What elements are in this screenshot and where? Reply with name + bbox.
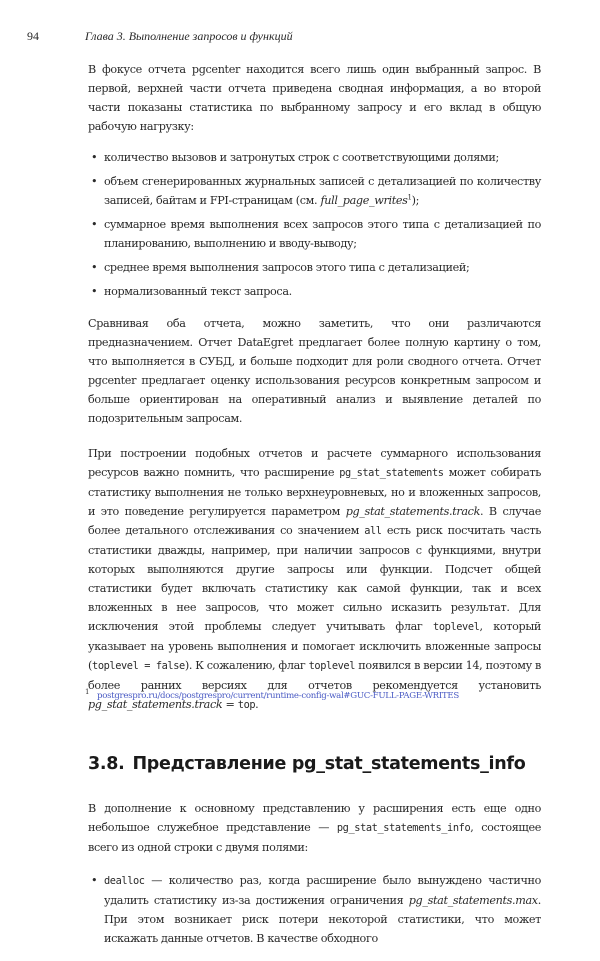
code-top: top bbox=[237, 699, 256, 711]
list-item: • нормализованный текст запроса. bbox=[88, 282, 541, 301]
code-pg-stat-statements-info: pg_stat_statements_info bbox=[336, 822, 471, 834]
page-body bbox=[88, 60, 541, 961]
running-head: Глава 3. Выполнение запросов и функций bbox=[85, 29, 293, 43]
section-intro-paragraph: В дополнение к основному представлению у расширения есть еще одно небольшое служебное представление — pg_stat_statements_info, состоящее всего из одной строки с двумя полями: bbox=[88, 802, 542, 854]
bullet-icon: • bbox=[91, 261, 98, 274]
bullet-icon: • bbox=[91, 874, 98, 887]
page-number: 94 bbox=[27, 29, 39, 43]
bullet-icon: • bbox=[91, 175, 98, 188]
footnote bbox=[85, 688, 459, 701]
footnote-mark: 1 bbox=[85, 688, 90, 696]
param-track: pg_stat_statements.track bbox=[345, 505, 481, 518]
code-toplevel: toplevel bbox=[308, 660, 356, 672]
tracking-paragraph: При построении подобных отчетов и расчете суммарного использования ресурсов важно помнить, что расширение pg_stat_statements может собирать статистику выполнения не только верхнеуровневых, но и вложенных запросов, и это поведение регулируется параметром pg_stat_statements.track. В случае более детального отслеживания со значением all есть риск посчитать часть статистики дважды, например, при наличии запросов с функциями, внутри которых выполняются другие запросы или функции. Подсчет общей статистики будет включать статистику как самой функции, так и всех вложенных в нее запросов, что может сильно исказить результат. Для исключения этой проблемы следует учитывать флаг toplevel, который указывает на уровень выполнения и помогает исключить вложенные запросы (toplevel = false). К сожалению, флаг toplevel появился в версии 14, поэтому в более ранних версиях для отчетов рекомендуется установить pg_stat_statements.track = top. bbox=[88, 447, 541, 711]
list-item: • количество вызовов и затронутых строк с соответствующими долями; bbox=[88, 148, 541, 167]
param-max: pg_stat_statements.max bbox=[408, 894, 538, 907]
list-item: • dealloc — количество раз, когда расширение было вынуждено частично удалить статистику из-за достижения ограничения pg_stat_statements.max. При этом возникает риск потери некоторой статистики, что может искажать данные отчетов. В качестве обходного bbox=[88, 871, 541, 948]
list-item: • суммарное время выполнения всех запросов этого типа с детализацией по планированию, выполнению и вводу-выводу; bbox=[88, 215, 541, 253]
code-dealloc: dealloc bbox=[104, 875, 145, 887]
section-number: 3.8. bbox=[88, 754, 125, 774]
section-title: Представление pg_stat_statements_info bbox=[132, 754, 526, 774]
bullet-icon: • bbox=[91, 218, 98, 231]
list-item: • объем сгенерированных журнальных записей с детализацией по количеству записей, байтам и FPI-страницам (см. full_page_writes$^1$); bbox=[88, 172, 541, 210]
param-track: pg_stat_statements.track bbox=[88, 698, 223, 711]
code-toplevel-false: toplevel = false bbox=[92, 660, 185, 672]
code-all: all bbox=[364, 525, 382, 537]
bullet-icon: • bbox=[91, 151, 98, 164]
code-toplevel: toplevel bbox=[433, 621, 480, 633]
section-heading bbox=[88, 753, 541, 775]
list-item: • среднее время выполнения запросов этого типа с детализацией; bbox=[88, 258, 541, 277]
param-full-page-writes: full_page_writes bbox=[320, 194, 408, 207]
comparison-paragraph: Сравнивая оба отчета, можно заметить, что они различаются предназначением. Отчет DataEgret предлагает более полную картину о том, что выполняется в СУБД, и больше подходит для роли сводного отчета. Отчет pgcenter предлагает оценку использования ресурсов конкретным запросом и больше ориентирован на оперативный анализ и выявление деталей по подозрительным запросам. bbox=[88, 317, 541, 425]
footnote-ref[interactable]: 1 bbox=[407, 193, 412, 202]
code-pg-stat-statements: pg_stat_statements bbox=[339, 467, 444, 479]
bullet-icon: • bbox=[91, 285, 98, 298]
report-contents-list bbox=[88, 148, 541, 301]
intro-paragraph: В фокусе отчета pgcenter находится всего лишь один выбранный запрос. В первой, верхней части отчета приведена сводная информация, а во второй части показаны статистика по выбранному запросу и его вклад в общую рабочую нагрузку: bbox=[88, 63, 541, 133]
footnote-link[interactable]: postgrespro.ru/docs/postgrespro/current/runtime-config-wal#GUC-FULL-PAGE-WRITES bbox=[97, 691, 459, 701]
fields-list bbox=[88, 871, 541, 948]
